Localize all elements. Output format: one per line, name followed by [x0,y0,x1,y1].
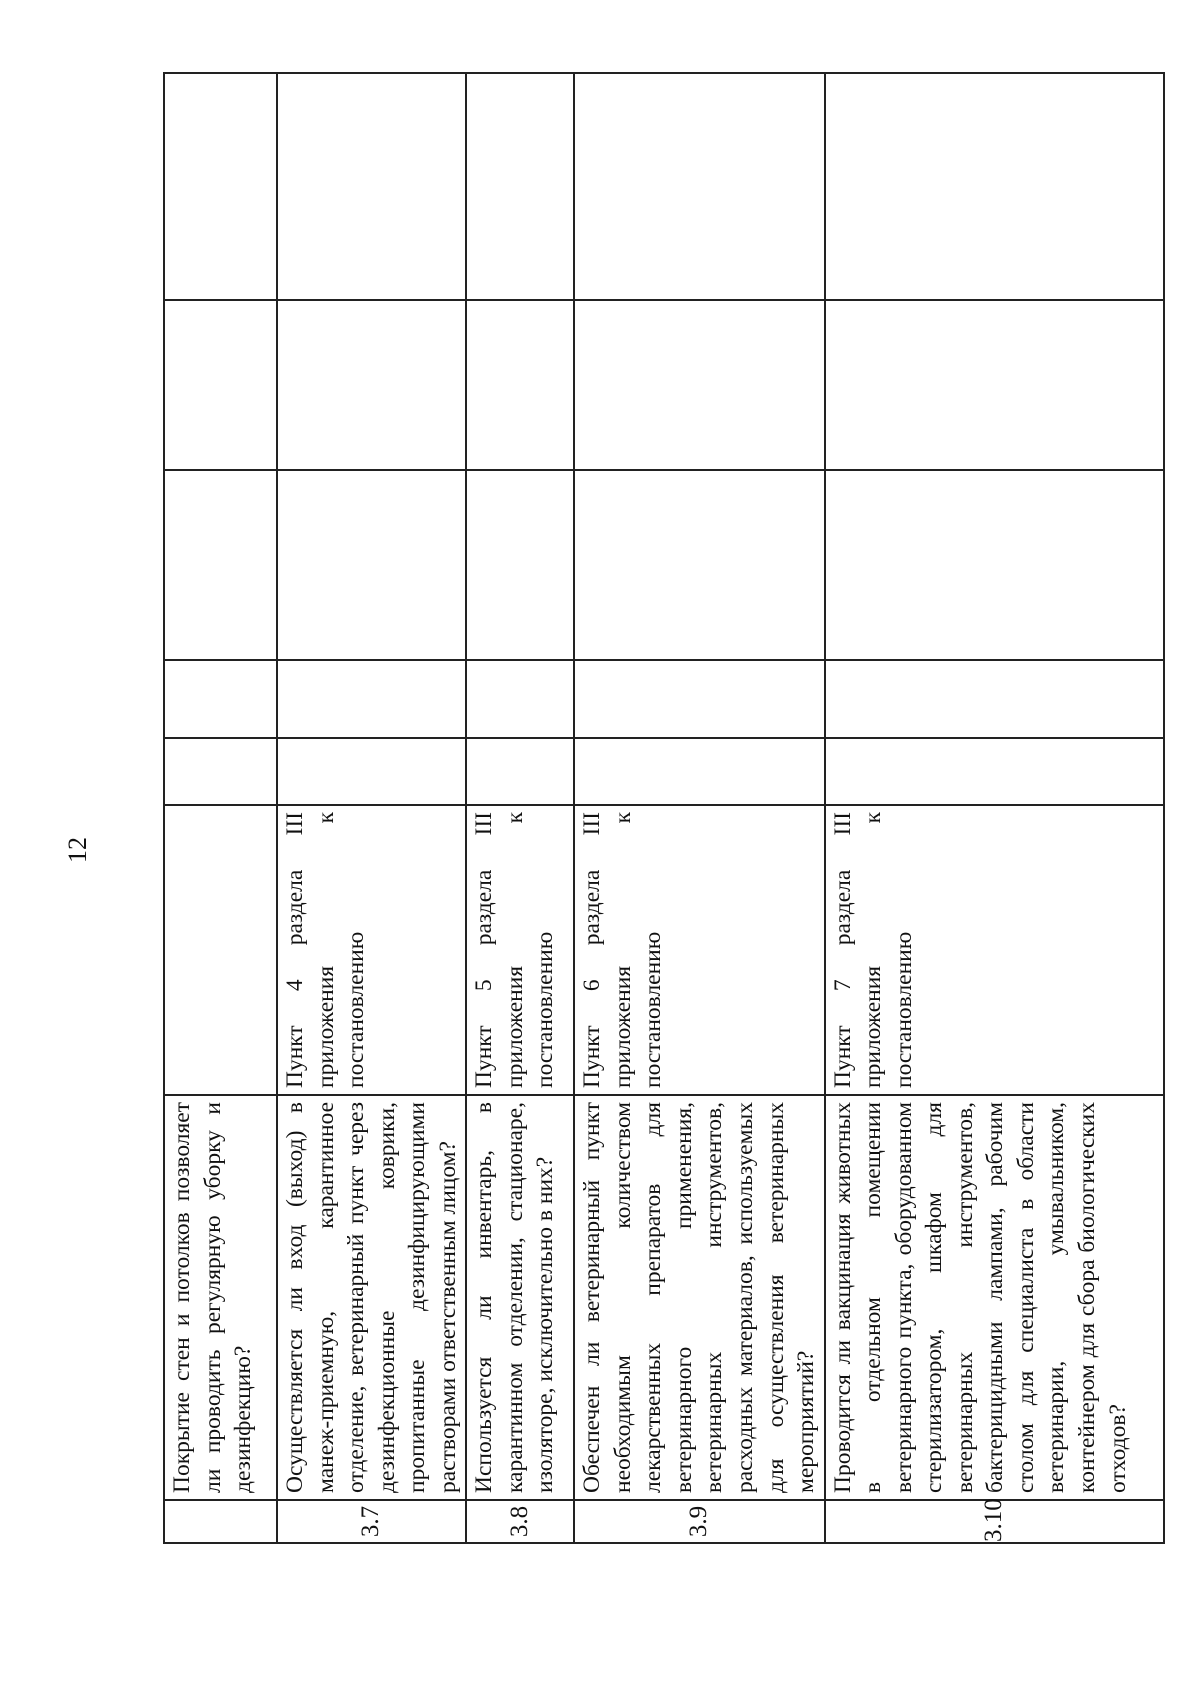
empty-cell [825,300,1164,470]
table-row [574,73,824,1543]
ref-word: раздела [829,869,856,946]
page-number: 12 [63,837,92,863]
reference-cell [466,805,574,1095]
ref-item-number: 4 [282,979,308,992]
ref-word: Пункт [471,1025,498,1088]
ref-section-number: III [471,812,498,836]
table-row [277,73,466,1543]
ref-word: раздела [579,869,606,946]
ref-item-number: 7 [829,979,856,992]
empty-cell [164,73,277,300]
empty-cell [574,738,824,805]
ref-word: Пункт [579,1025,606,1088]
reference-cell [277,805,466,1095]
empty-cell [164,470,277,660]
empty-cell [277,73,466,300]
question-cell: Проводится ли вакцинация животных в отдельном помещении ветеринарного пункта, оборудованном стерилизатором, шкафом для ветеринарных инструментов, бактерицидными лампами, рабочим столом для специалиста в области ветеринарии, умывальником, контейнером для сбора биологических отходов? [825,1095,1164,1500]
checklist-table-rotated [163,74,1131,1544]
row-number: 3.10 [825,1500,1164,1543]
empty-cell [277,738,466,805]
ref-word: Пункт [829,1025,856,1088]
question-cell: Используется ли инвентарь, в карантинном отделении, стационаре, изоляторе, исключительно в них? [466,1095,574,1500]
row-number: 3.7 [277,1500,466,1543]
ref-word: раздела [282,869,308,946]
table-row [466,73,574,1543]
reference-cell [574,805,824,1095]
ref-section-number: III [829,812,856,836]
empty-cell [466,73,574,300]
ref-section-number: III [282,812,308,836]
empty-cell [466,738,574,805]
ref-section-number: III [579,812,606,836]
ref-annex: приложения к постановлению [312,812,370,1088]
question-cell: Покрытие стен и потолков позволяет ли проводить регулярную уборку и дезинфекцию? [164,1095,277,1500]
row-number: 3.8 [466,1500,574,1543]
row-number: 3.9 [574,1500,824,1543]
checklist-table [163,72,1165,1544]
empty-cell [825,470,1164,660]
empty-cell [825,660,1164,738]
empty-cell [466,660,574,738]
empty-cell [574,660,824,738]
row-number [164,1500,277,1543]
ref-item-number: 6 [579,979,606,992]
empty-cell [277,300,466,470]
table-row [164,73,277,1543]
empty-cell [466,300,574,470]
ref-item-number: 5 [471,979,498,992]
empty-cell [574,470,824,660]
table-row [825,73,1164,1543]
empty-cell [574,73,824,300]
reference-cell [825,805,1164,1095]
empty-cell [574,300,824,470]
empty-cell [825,738,1164,805]
empty-cell [277,470,466,660]
empty-cell [164,300,277,470]
ref-word: Пункт [282,1025,308,1088]
question-cell: Осуществляется ли вход (выход) в манеж-приемную, карантинное отделение, ветеринарный пункт через дезинфекционные коврики, пропитанные дезинфицирующими растворами ответственным лицом? [277,1095,466,1500]
empty-cell [164,660,277,738]
question-cell: Обеспечен ли ветеринарный пункт необходимым количеством лекарственных препаратов для ветеринарного применения, ветеринарных инструментов, расходных материалов, используемых для осуществления ветеринарных мероприятий? [574,1095,824,1500]
reference-cell [164,805,277,1095]
empty-cell [466,470,574,660]
ref-word: раздела [471,869,498,946]
ref-annex: приложения к постановлению [860,812,917,1088]
empty-cell [825,73,1164,300]
ref-annex: приложения к постановлению [609,812,667,1088]
empty-cell [277,660,466,738]
ref-annex: приложения к постановлению [501,812,559,1088]
empty-cell [164,738,277,805]
